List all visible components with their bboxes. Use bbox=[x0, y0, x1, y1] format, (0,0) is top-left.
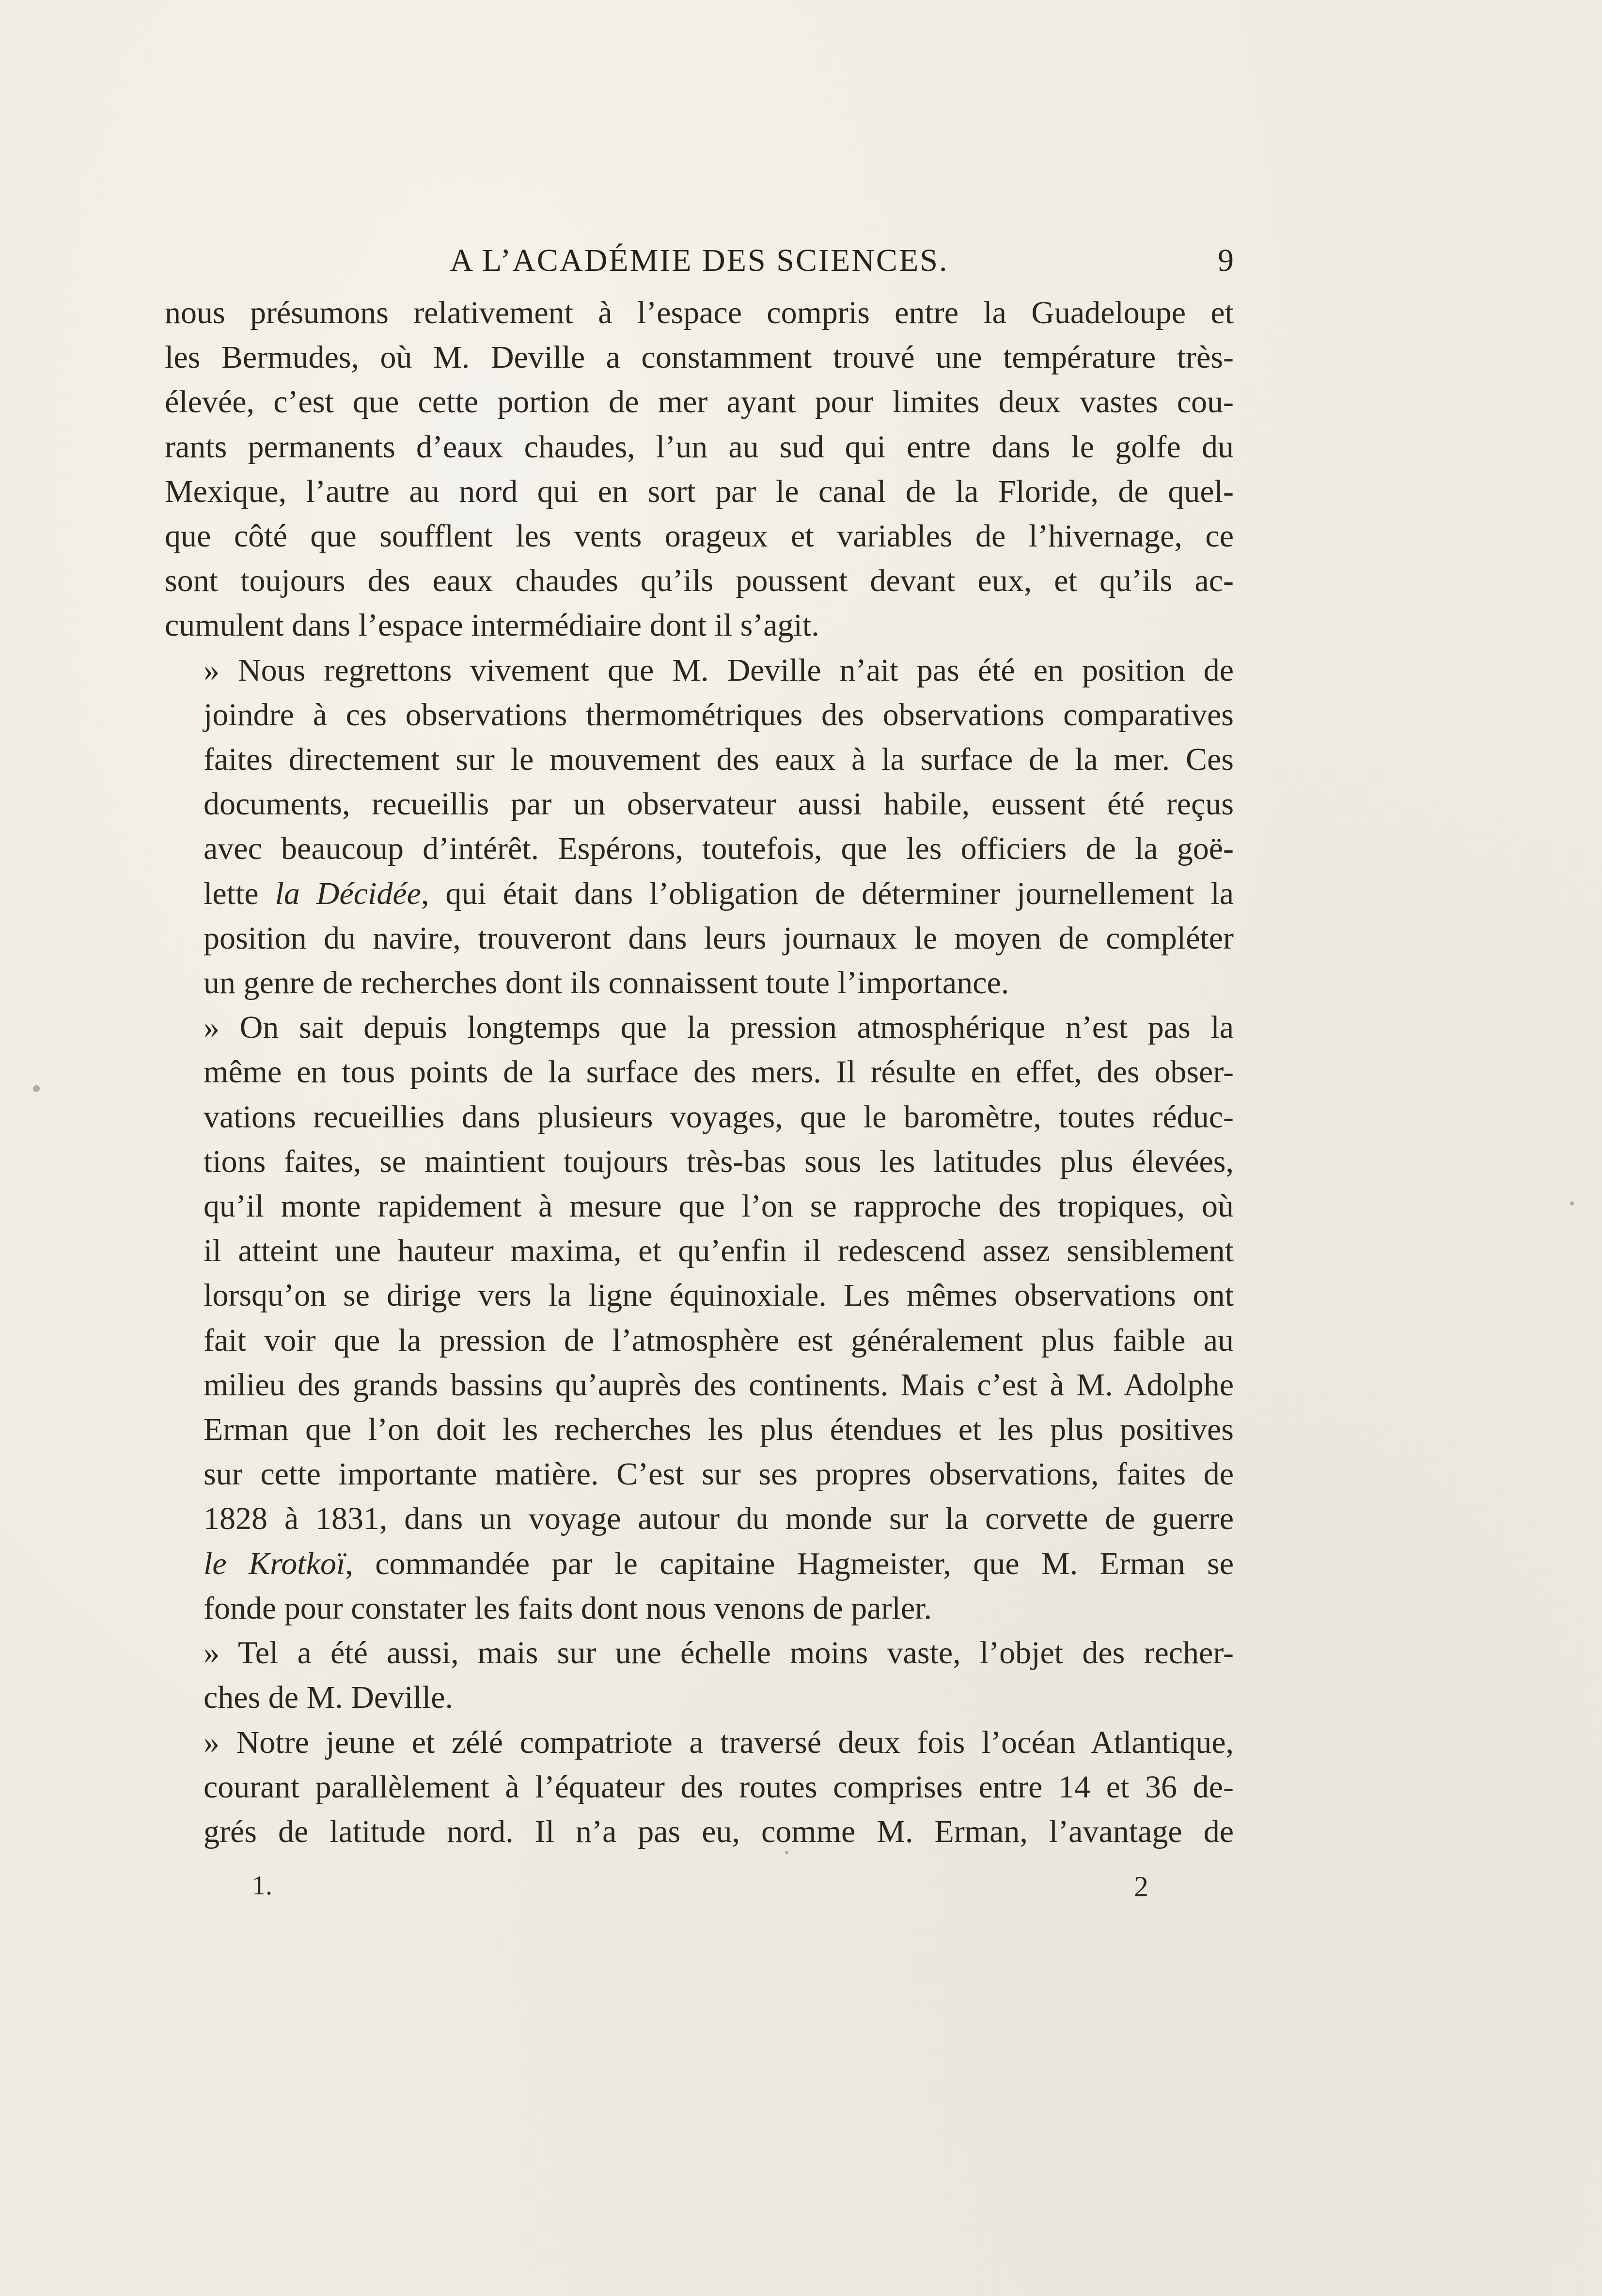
text-line: les Bermudes, où M. Deville a constamment trouvé une température très- bbox=[165, 340, 1234, 375]
text-line: documents, recueillis par un observateur aussi habile, eussent été reçus bbox=[204, 786, 1234, 822]
text-line: grés de latitude nord. Il n’a pas eu, comme M. Erman, l’avantage de bbox=[204, 1813, 1234, 1849]
paper-speck bbox=[33, 1085, 40, 1092]
paragraph-3 bbox=[165, 1005, 1234, 1631]
text-line: cumulent dans l’espace intermédiaire dont il s’agit. bbox=[165, 608, 819, 643]
text-line: même en tous points de la surface des mers. Il résulte en effet, des obser- bbox=[204, 1054, 1234, 1090]
text-line: sont toujours des eaux chaudes qu’ils poussent devant eux, et qu’ils ac- bbox=[165, 563, 1234, 599]
paper-speck bbox=[785, 1851, 788, 1854]
body-text bbox=[165, 291, 1234, 1854]
text-line: » Tel a été aussi, mais sur une échelle moins vaste, l’objet des recher- bbox=[204, 1635, 1234, 1671]
text-line: position du navire, trouveront dans leurs journaux le moyen de compléter bbox=[204, 920, 1234, 956]
text-line: il atteint une hauteur maxima, et qu’enfin il redescend assez sensiblement bbox=[204, 1233, 1234, 1269]
text-line: avec beaucoup d’intérêt. Espérons, toutefois, que les officiers de la goë- bbox=[204, 831, 1234, 867]
ship-name: la Décidée bbox=[275, 875, 421, 911]
text-line: élevée, c’est que cette portion de mer ayant pour limites deux vastes cou- bbox=[165, 384, 1234, 420]
page-number: 9 bbox=[1218, 243, 1234, 278]
text-line: » On sait depuis longtemps que la pression atmosphérique n’est pas la bbox=[204, 1010, 1234, 1046]
text-line: fonde pour constater les faits dont nous venons de parler. bbox=[204, 1590, 932, 1626]
text-line: rants permanents d’eaux chaudes, l’un au sud qui entre dans le golfe du bbox=[165, 429, 1234, 465]
paper-speck bbox=[1570, 1202, 1574, 1205]
text-line: lorsqu’on se dirige vers la ligne équinoxiale. Les mêmes observations ont bbox=[204, 1278, 1234, 1313]
text-line: le Krotkoï, commandée par le capitaine Hagmeister, que M. Erman se bbox=[204, 1546, 1234, 1581]
text-line: faites directement sur le mouvement des eaux à la surface de la mer. Ces bbox=[204, 742, 1234, 778]
text-line: fait voir que la pression de l’atmosphère est généralement plus faible au bbox=[204, 1322, 1234, 1358]
paragraph-4 bbox=[165, 1631, 1234, 1720]
paragraph-1 bbox=[165, 291, 1234, 648]
text-line: courant parallèlement à l’équateur des routes comprises entre 14 et 36 de- bbox=[204, 1769, 1234, 1805]
text-line: lette la Décidée, qui était dans l’obligation de déterminer journellement la bbox=[204, 875, 1234, 911]
text-line: Erman que l’on doit les recherches les plus étendues et les plus positives bbox=[204, 1412, 1234, 1448]
text-line: joindre à ces observations thermométriques des observations comparatives bbox=[204, 697, 1234, 733]
page-footer bbox=[165, 1870, 1234, 1909]
page-header bbox=[165, 242, 1234, 296]
sheet-number: 2 bbox=[1134, 1871, 1148, 1903]
text-line: un genre de recherches dont ils connaissent toute l’importance. bbox=[204, 965, 1009, 1001]
running-head: A L’ACADÉMIE DES SCIENCES. bbox=[450, 243, 949, 278]
signature-mark: 1. bbox=[252, 1871, 272, 1901]
text-line: 1828 à 1831, dans un voyage autour du monde sur la corvette de guerre bbox=[204, 1501, 1234, 1537]
text-line: que côté que soufflent les vents orageux et variables de l’hivernage, ce bbox=[165, 518, 1234, 554]
text-line: vations recueillies dans plusieurs voyages, que le baromètre, toutes réduc- bbox=[204, 1099, 1234, 1135]
text-line: ches de M. Deville. bbox=[204, 1680, 454, 1716]
text-line: qu’il monte rapidement à mesure que l’on se rapproche des tropiques, où bbox=[204, 1188, 1234, 1224]
paragraph-2 bbox=[165, 648, 1234, 1006]
text-line: milieu des grands bassins qu’auprès des continents. Mais c’est à M. Adolphe bbox=[204, 1367, 1234, 1403]
text-line: Mexique, l’autre au nord qui en sort par le canal de la Floride, de quel- bbox=[165, 473, 1234, 509]
text-line: » Nous regrettons vivement que M. Deville n’ait pas été en position de bbox=[204, 652, 1234, 688]
paragraph-5 bbox=[165, 1720, 1234, 1855]
text-line: tions faites, se maintient toujours très-bas sous les latitudes plus élevées, bbox=[204, 1143, 1234, 1179]
text-line: » Notre jeune et zélé compatriote a traversé deux fois l’océan Atlantique, bbox=[204, 1724, 1234, 1760]
text-line: nous présumons relativement à l’espace compris entre la Guadeloupe et bbox=[165, 295, 1234, 330]
ship-name: le Krotkoï bbox=[204, 1546, 346, 1581]
text-line: sur cette importante matière. C’est sur ses propres observations, faites de bbox=[204, 1456, 1234, 1492]
